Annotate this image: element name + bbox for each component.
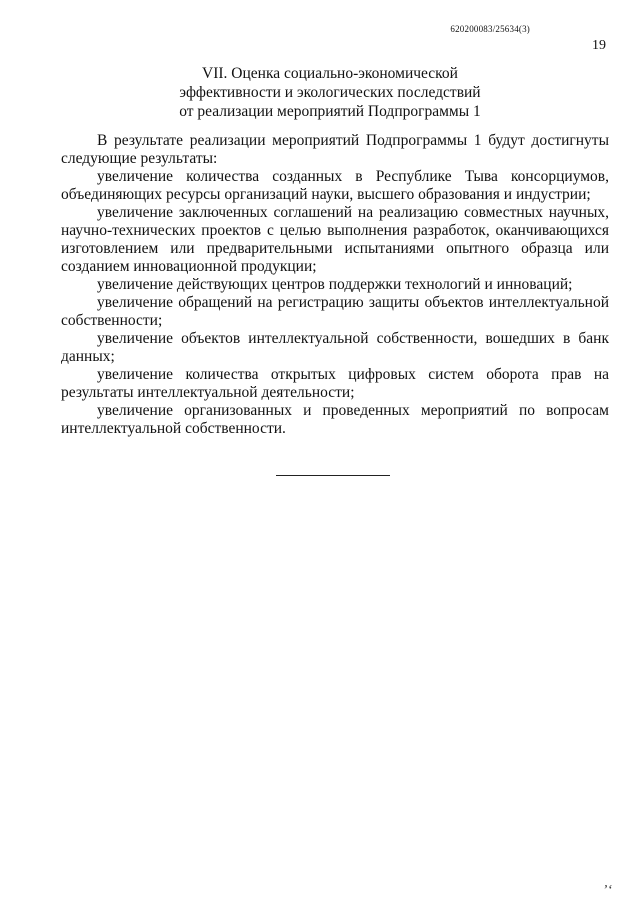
page-number: 19	[592, 38, 606, 53]
result-item: увеличение действующих центров поддержки технологий и инноваций;	[97, 276, 573, 293]
corner-mark: ʼʻ	[602, 883, 612, 898]
intro-paragraph: В результате реализации мероприятий Подпрограммы 1 будут достигнуты следующие результаты:	[61, 132, 609, 167]
result-item: увеличение количества созданных в Республике Тыва консорциумов, объединяющих ресурсы организаций науки, высшего образования и индустрии;	[61, 168, 609, 203]
document-id: 620200083/25634(3)	[450, 24, 530, 34]
result-item: увеличение организованных и проведенных мероприятий по вопросам интеллектуальной собственности.	[61, 402, 609, 437]
section-title-line: VII. Оценка социально-экономической	[202, 65, 458, 82]
result-item: увеличение объектов интеллектуальной собственности, вошедших в банк данных;	[61, 330, 609, 365]
section-title-line: эффективности и экологических последствий	[179, 84, 481, 101]
result-item: увеличение обращений на регистрацию защиты объектов интеллектуальной собственности;	[61, 294, 609, 329]
result-item: увеличение заключенных соглашений на реализацию совместных научных, научно-технических проектов с целью выполнения разработок, оканчивающихся изготовлением или предварительными испытаниями опытного образца или созданием инновационной продукции;	[61, 204, 609, 275]
result-item: увеличение количества открытых цифровых систем оборота прав на результаты интеллектуальной деятельности;	[61, 366, 609, 401]
section-divider	[276, 475, 390, 476]
section-title-line: от реализации мероприятий Подпрограммы 1	[179, 103, 481, 120]
body-text	[61, 132, 609, 438]
section-title	[150, 64, 510, 121]
